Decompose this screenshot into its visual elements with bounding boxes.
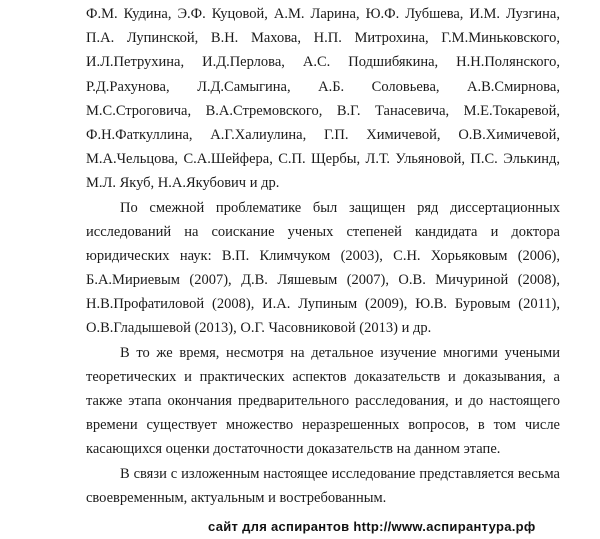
text-line: Ф.Н.Фаткуллина, А.Г.Халиулина, Г.П. Химичевой, О.В.Химичевой, [86,126,560,143]
text-line: О.В.Гладышевой (2013), О.Г. Часовниковой (2013) и др. [86,320,432,337]
paragraph-start: По смежной проблематике был защищен ряд диссертационных [120,199,560,216]
text-line: М.Л. Якуб, Н.А.Якубович и др. [86,175,280,192]
body-text [86,2,560,510]
text-line: времени существует множество неразрешенных вопросов, в том числе [86,417,560,434]
text-line: своевременным, актуальным и востребованным. [86,489,387,506]
text-line: Ф.М. Кудина, Э.Ф. Куцовой, А.М. Ларина, Ю.Ф. Лубшева, И.М. Лузгина, [86,6,560,22]
paragraph-start: В то же время, несмотря на детальное изучение многими учеными [120,344,560,361]
text-line: П.А. Лупинской, В.Н. Махова, Н.П. Митрохина, Г.М.Миньковского, [86,30,560,47]
text-line: Р.Д.Рахунова, Л.Д.Самыгина, А.Б. Соловьева, А.В.Смирнова, [86,78,560,95]
paragraph-start: В связи с изложенным настоящее исследование представляется весьма [120,465,560,482]
text-line: исследований на соискание ученых степеней кандидата и доктора [86,223,560,240]
site-watermark: сайт для аспирантов http://www.аспирантура.рф [208,519,536,534]
text-line: юридических наук: В.П. Климчуком (2003), С.Н. Хорьяковым (2006), [86,247,560,264]
text-line: М.А.Чельцова, С.А.Шейфера, С.П. Щербы, Л.Т. Ульяновой, П.С. Элькинд, [86,151,560,168]
text-line: Б.А.Мириевым (2007), Д.В. Ляшевым (2007), О.В. Мичуриной (2008), [86,272,560,289]
text-line: М.С.Строговича, В.А.Стремовского, В.Г. Танасевича, М.Е.Токаревой, [86,102,560,119]
text-line: касающихся оценки достаточности доказательств на данном этапе. [86,441,501,458]
text-line: Н.В.Профатиловой (2008), И.А. Лупиным (2009), Ю.В. Буровым (2011), [86,296,560,313]
text-line: теоретических и практических аспектов доказательств и доказывания, а [86,368,560,385]
text-line: также этапа окончания предварительного расследования, и до настоящего [86,393,560,409]
text-line: И.Л.Петрухина, И.Д.Перлова, А.С. Подшибякина, Н.Н.Полянского, [86,54,560,71]
